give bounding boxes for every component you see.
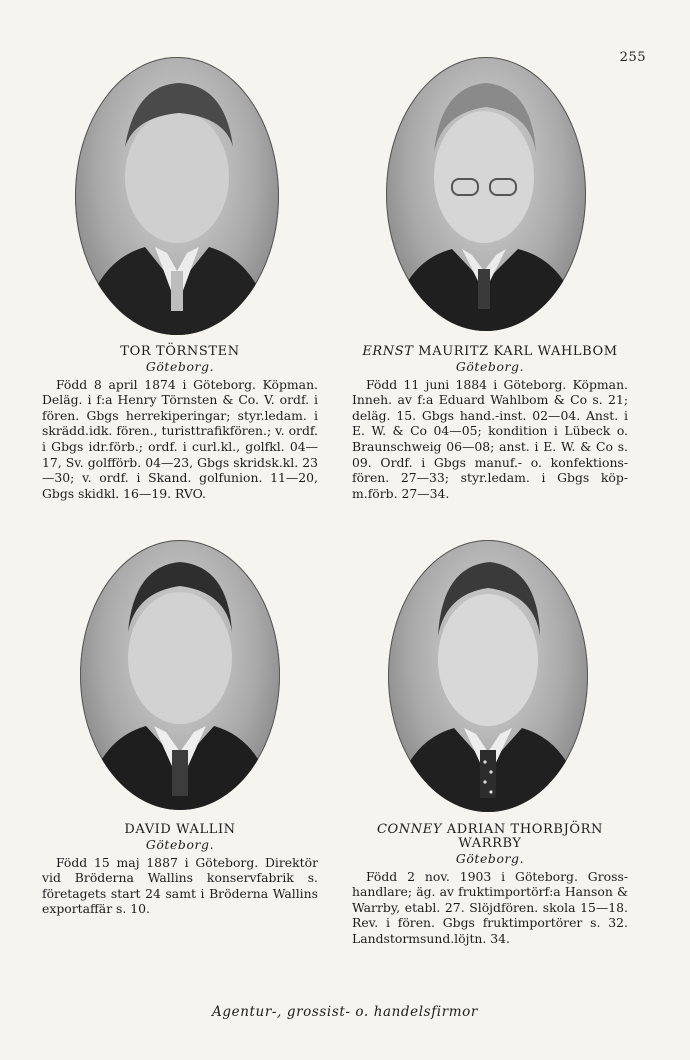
entry-david-wallin	[42, 823, 318, 917]
person-silhouette-icon	[388, 540, 588, 812]
entry-city: Göteborg.	[145, 837, 215, 852]
person-silhouette-icon	[386, 57, 586, 331]
entry-tor-tornsten	[42, 345, 318, 501]
entry-city: Göteborg.	[145, 359, 215, 374]
portrait-photo-ernst-wahlbom	[386, 57, 586, 331]
entry-biography: Född 11 juni 1884 i Göteborg. Köpman. Inneh. av f:a Eduard Wahlbom & Co s. 21; deläg. 15. Gbgs hand.-inst. 02—04. Anst. i E. W. & Co 04—05; kondition i Lübeck o. Braunschweig 06—08; anst. i E. W. & Co s. 09. Ordf. i Gbgs manuf.- o. konfektionsfören. 27—33; styr.ledam. i Gbgs köpm.förb. 27—34.	[352, 376, 628, 501]
entry-name: CONNEY ADRIAN THORBJÖRN WARRBY	[376, 822, 604, 851]
portrait-photo-david-wallin	[80, 540, 280, 810]
entry-name: DAVID WALLIN	[124, 822, 236, 837]
entry-biography: Född 15 maj 1887 i Göteborg. Direktör vid Bröderna Wallins konservfabrik s. företagets start 24 samt i Bröderna Wallins exportaffär s. 10.	[42, 854, 318, 917]
page-number: 255	[619, 50, 646, 65]
entry-city: Göteborg.	[455, 359, 525, 374]
person-silhouette-icon	[75, 57, 279, 335]
page-footer: Agentur-, grossist- o. handelsfirmor	[212, 1004, 478, 1020]
entry-conney-warrby	[352, 823, 628, 947]
entry-biography: Född 8 april 1874 i Göteborg. Köpman. Deläg. i f:a Henry Törnsten & Co. V. ordf. i fören. Gbgs herrekiperingar; styr.ledam. i skrädd.idk. fören., turisttrafikfören.; v. ordf. i Gbgs idr.förb.; ordf. i curl.kl., golfkl. 04—17, Sv. golfförb. 04—23, Gbgs skridsk.kl. 23—30; v. ordf. i Skand. golfunion. 11—20, Gbgs skidkl. 16—19. RVO.	[42, 376, 318, 501]
entry-name: ERNST MAURITZ KARL WAHLBOM	[362, 344, 618, 359]
entry-biography: Född 2 nov. 1903 i Göteborg. Grosshandlare; äg. av fruktimportörf:a Hanson & Warrby, etabl. 27. Slöjdfören. skola 15—18. Rev. i fören. Gbgs fruktimportörer s. 32. Landstormsund.löjtn. 34.	[352, 868, 628, 946]
entry-city: Göteborg.	[455, 851, 525, 866]
portrait-photo-conney-warrby	[388, 540, 588, 812]
entry-name: TOR TÖRNSTEN	[120, 344, 240, 359]
portrait-photo-tor-tornsten	[75, 57, 279, 335]
entry-ernst-wahlbom	[352, 345, 628, 501]
person-silhouette-icon	[80, 540, 280, 810]
